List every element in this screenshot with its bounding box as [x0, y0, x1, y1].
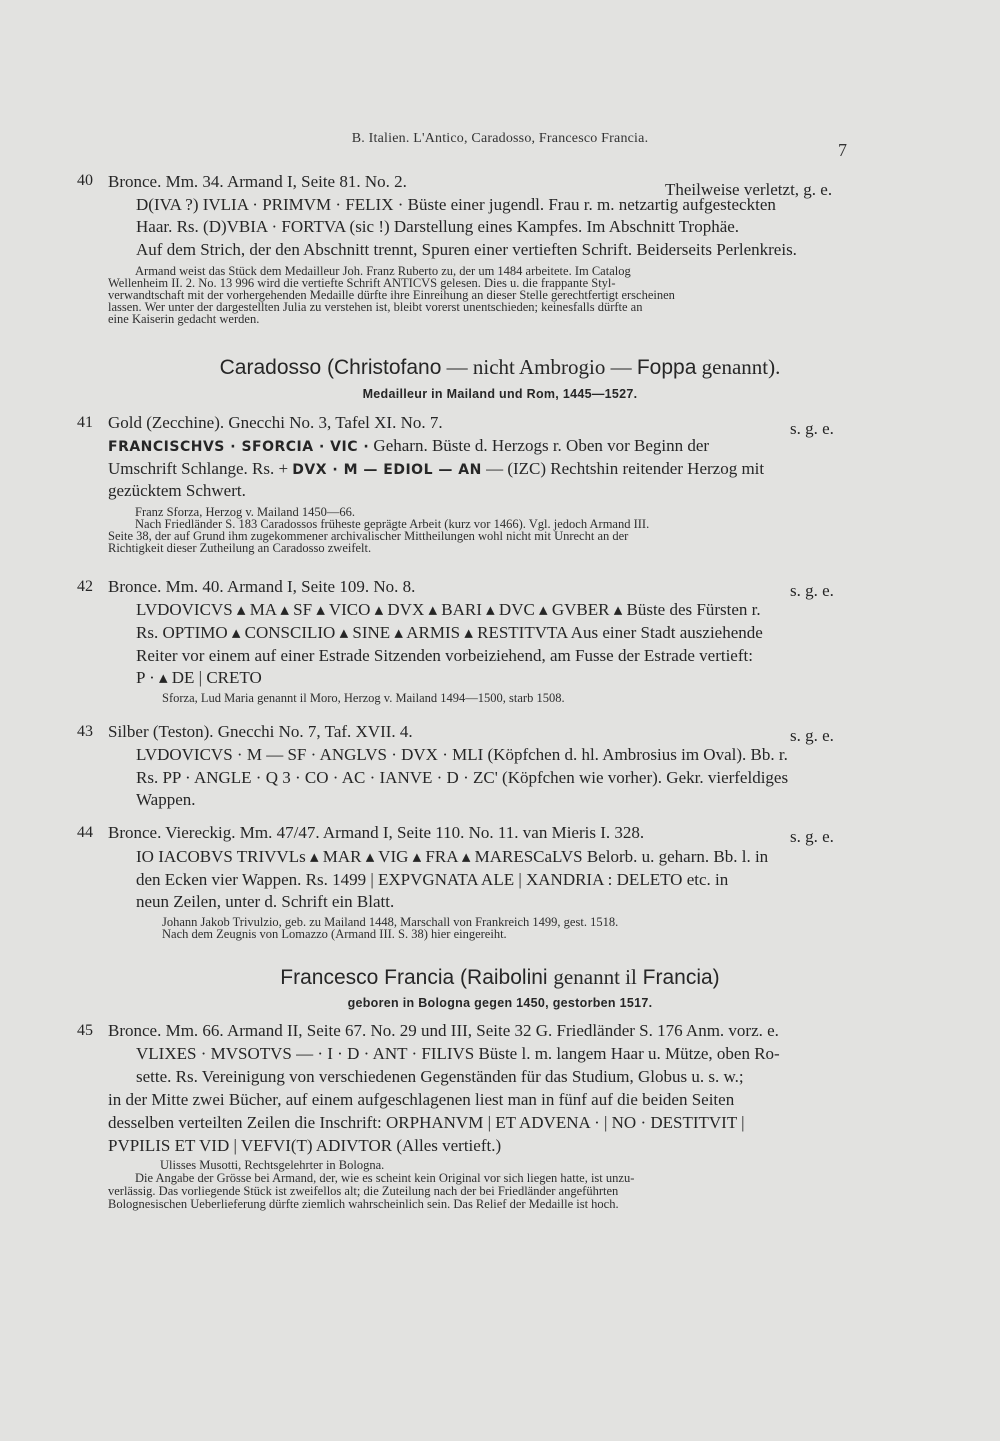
- entry-note: Nach dem Zeugnis von Lomazzo (Armand III. S. 38) hier eingereiht.: [162, 927, 507, 941]
- entry-number: 42: [77, 578, 93, 595]
- entry-note: Nach Friedländer S. 183 Caradossos früheste geprägte Arbeit (kurz vor 1466). Vgl. jedoch Armand III.: [135, 517, 650, 531]
- entry-note: Armand weist das Stück dem Medailleur Joh. Franz Ruberto zu, der um 1484 arbeitete. Im Catalog: [135, 264, 631, 278]
- entry-condition: s. g. e.: [790, 827, 834, 846]
- entry-note: Bolognesischen Ueberlieferung dürfte ziemlich wahrscheinlich sein. Das Relief der Medaille ist hoch.: [108, 1197, 619, 1211]
- entry-number: 41: [77, 414, 93, 431]
- gothic-inscription: DVX · M — EDIOL — AN: [292, 462, 482, 478]
- section-title-part: (Raibolini: [454, 966, 554, 989]
- entry-note: verwandtschaft mit der vorhergehenden Medaille dürfte ihre Einreihung an dieser Stelle gerechtfertigt erscheinen: [108, 288, 675, 302]
- section-title-part: Caradosso (Christofano: [219, 356, 442, 379]
- page-number: 7: [838, 140, 847, 160]
- entry-note: eine Kaiserin gedacht werden.: [108, 312, 260, 326]
- entry-note: Sforza, Lud Maria genannt il Moro, Herzog v. Mailand 1494—1500, starb 1508.: [162, 691, 565, 705]
- entry-condition: s. g. e.: [790, 581, 834, 600]
- entry-line: [108, 458, 850, 481]
- entry-condition: Theilweise verletzt, g. e.: [665, 180, 833, 199]
- entry-line: gezücktem Schwert.: [108, 481, 246, 500]
- entry-note: Richtigkeit dieser Zutheilung an Caradosso zweifelt.: [108, 541, 372, 555]
- entry-line: Bronce. Viereckig. Mm. 47/47. Armand I, Seite 110. No. 11. van Mieris I. 328.: [108, 823, 645, 842]
- entry-number: 43: [77, 723, 93, 740]
- entry-note: Seite 38, der auf Grund ihm zugekommener archivalischer Mittheilungen wohl nicht mit Unrecht an der: [108, 529, 629, 543]
- section-title-part: — nicht Ambrogio —: [441, 355, 637, 379]
- entry-line: Auf dem Strich, der den Abschnitt trennt, Spuren einer vertieften Schrift. Beiderseits Perlenkreis.: [136, 240, 797, 259]
- section-subtitle: geboren in Bologna gegen 1450, gestorben 1517.: [347, 996, 653, 1010]
- entry-line: Rs. OPTIMO ▴ CONSCILIO ▴ SINE ▴ ARMIS ▴ RESTITVTA Aus einer Stadt ausziehende: [136, 623, 763, 642]
- entry-text: Geharn. Büste d. Herzogs r. Oben vor Beginn der: [369, 436, 710, 455]
- entry-line: Silber (Teston). Gnecchi No. 7, Taf. XVII. 4.: [108, 722, 413, 741]
- entry-note: verlässig. Das vorliegende Stück ist zweifellos alt; die Zuteilung nach der bei Friedländer angeführten: [108, 1184, 619, 1198]
- entry-note: lassen. Wer unter der dargestellten Julia zu verstehen ist, bleibt vorerst unentschieden; keinesfalls dürfte an: [108, 300, 643, 314]
- running-head: B. Italien. L'Antico, Caradosso, Francesco Francia.: [351, 131, 649, 146]
- entry-line: den Ecken vier Wappen. Rs. 1499 | EXPVGNATA ALE | XANDRIA : DELETO etc. in: [136, 870, 729, 889]
- entry-line: Haar. Rs. (D)VBIA · FORTVA (sic !) Darstellung eines Kampfes. Im Abschnitt Trophäe.: [136, 217, 740, 236]
- entry-note: Johann Jakob Trivulzio, geb. zu Mailand 1448, Marschall von Frankreich 1499, gest. 1518.: [162, 915, 619, 929]
- entry-note: Die Angabe der Grösse bei Armand, der, wie es scheint kein Original vor sich liegen hatte, ist unzu-: [135, 1171, 635, 1185]
- entry-line: neun Zeilen, unter d. Schrift ein Blatt.: [136, 892, 395, 911]
- entry-line: LVDOVICVS ▴ MA ▴ SF ▴ VICO ▴ DVX ▴ BARI ▴ DVC ▴ GVBER ▴ Büste des Fürsten r.: [136, 600, 761, 619]
- entry-line: [108, 435, 850, 458]
- entry-number: 44: [77, 824, 93, 841]
- entry-line: Wappen.: [136, 790, 196, 809]
- section-subtitle: Medailleur in Mailand und Rom, 1445—1527.: [362, 387, 638, 401]
- entry-line: P · ▴ DE | CRETO: [136, 668, 262, 687]
- entry-text: Umschrift Schlange. Rs. +: [108, 459, 293, 478]
- entry-line: sette. Rs. Vereinigung von verschiedenen Gegenständen für das Studium, Globus u. s. w.;: [136, 1067, 744, 1086]
- entry-line: Reiter vor einem auf einer Estrade Sitzenden vorbeiziehend, am Fusse der Estrade vertieft:: [136, 646, 753, 665]
- entry-condition: s. g. e.: [790, 726, 834, 745]
- entry-line: PVPILIS ET VID | VEFVI(T) ADIVTOR (Alles vertieft.): [108, 1136, 502, 1155]
- entry-line: Bronce. Mm. 66. Armand II, Seite 67. No. 29 und III, Seite 32 G. Friedländer S. 176 Anm. vorz. e.: [108, 1021, 779, 1040]
- entry-line: in der Mitte zwei Bücher, auf einem aufgeschlagenen liest man in fünf auf die beiden Seiten: [108, 1090, 735, 1109]
- entry-line: IO IACOBVS TRIVVLs ▴ MAR ▴ VIG ▴ FRA ▴ MARESCaLVS Belorb. u. geharn. Bb. l. in: [136, 847, 769, 866]
- entry-line: Rs. PP · ANGLE · Q 3 · CO · AC · IANVE · D · ZC' (Köpfchen wie vorher). Gekr. vierfeldiges: [136, 768, 789, 787]
- section-title-part: Foppa: [636, 356, 697, 379]
- entry-text: — (IZC) Rechtshin reitender Herzog mit: [481, 459, 765, 478]
- entry-line: VLIXES · MVSOTVS — · I · D · ANT · FILIVS Büste l. m. langem Haar u. Mütze, oben Ro-: [136, 1044, 780, 1063]
- entry-line: Bronce. Mm. 34. Armand I, Seite 81. No. 2.: [108, 172, 407, 191]
- section-title-part: genannt).: [696, 355, 781, 379]
- entry-note: Ulisses Musotti, Rechtsgelehrter in Bologna.: [160, 1158, 385, 1172]
- section-title-francia: [0, 965, 1000, 990]
- entry-line: Bronce. Mm. 40. Armand I, Seite 109. No. 8.: [108, 577, 416, 596]
- section-title-part: genannt il: [553, 965, 637, 989]
- section-title-caradosso: [0, 355, 1000, 380]
- entry-line: desselben verteilten Zeilen die Inschrift: ORPHANVM | ET ADVENA · | NO · DESTITVIT |: [108, 1113, 745, 1132]
- section-title-part: Francesco Francia: [280, 966, 455, 989]
- entry-line: D(IVA ?) IVLIA · PRIMVM · FELIX · Büste einer jugendl. Frau r. m. netzartig aufgesteckten: [136, 195, 776, 214]
- section-title-part: Francia): [636, 966, 720, 989]
- entry-note: Wellenheim II. 2. No. 13 996 wird die vertiefte Schrift ANTICVS gelesen. Dies u. die frappante Styl-: [108, 276, 616, 290]
- gothic-inscription: FRANCISCHVS · SFORCIA · VIC ·: [108, 439, 370, 455]
- entry-line: Gold (Zecchine). Gnecchi No. 3, Tafel XI. No. 7.: [108, 413, 443, 432]
- entry-number: 40: [77, 172, 93, 189]
- entry-line: LVDOVICVS · M — SF · ANGLVS · DVX · MLI (Köpfchen d. hl. Ambrosius im Oval). Bb. r.: [136, 745, 788, 764]
- entry-number: 45: [77, 1022, 93, 1039]
- entry-condition: s. g. e.: [790, 419, 834, 438]
- entry-note: Franz Sforza, Herzog v. Mailand 1450—66.: [135, 505, 355, 519]
